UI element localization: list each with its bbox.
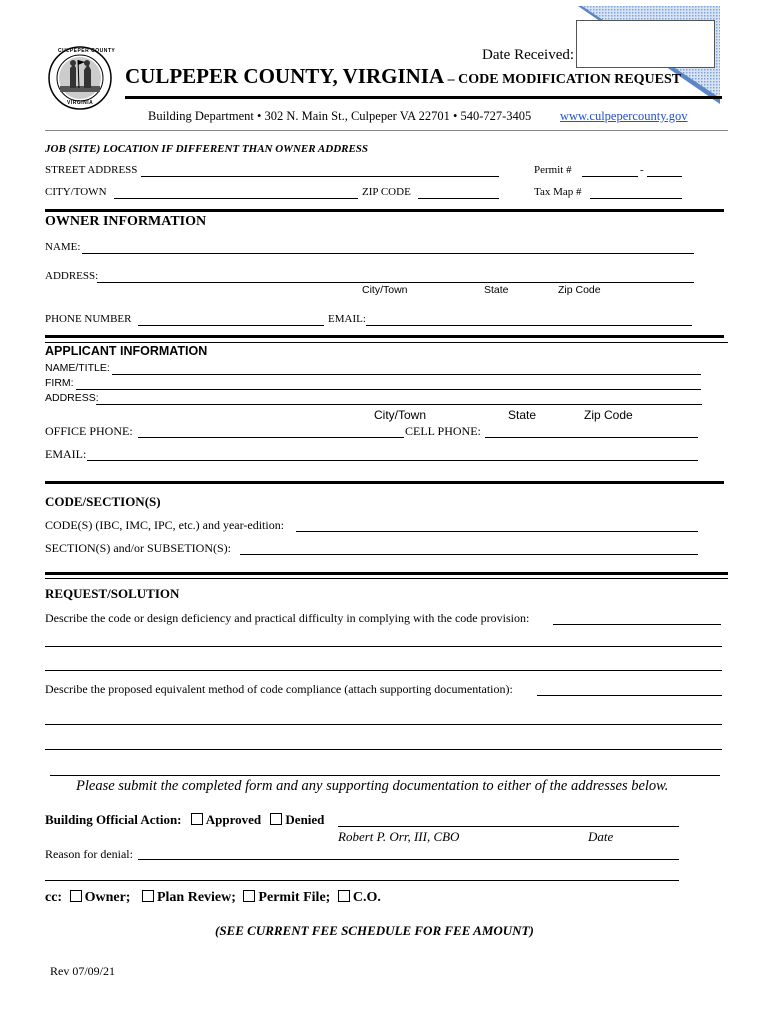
codes-field[interactable] xyxy=(296,531,698,532)
cc-co-checkbox[interactable] xyxy=(338,890,350,902)
tax-map-field[interactable] xyxy=(590,198,682,199)
applicant-address-label: ADDRESS: xyxy=(45,392,99,404)
applicant-name-title-label: NAME/TITLE: xyxy=(45,362,110,374)
official-action-row xyxy=(45,812,324,828)
approved-label: Approved xyxy=(205,812,262,827)
header-divider xyxy=(45,130,728,131)
denied-label: Denied xyxy=(285,812,325,827)
street-address-label: STREET ADDRESS xyxy=(45,164,138,176)
owner-state-caption: State xyxy=(484,284,509,296)
owner-email-field[interactable] xyxy=(366,325,692,326)
permit-dash: - xyxy=(640,164,644,176)
owner-phone-field[interactable] xyxy=(138,325,324,326)
cell-phone-field[interactable] xyxy=(485,437,698,438)
section-divider-thin xyxy=(45,342,728,343)
title-main: CULPEPER COUNTY, VIRGINIA xyxy=(125,64,445,88)
office-phone-label: OFFICE PHONE: xyxy=(45,424,133,438)
applicant-state-caption: State xyxy=(508,408,537,422)
applicant-heading: APPLICANT INFORMATION xyxy=(45,344,208,358)
permit-label: Permit # xyxy=(534,164,572,176)
owner-name-field[interactable] xyxy=(82,253,694,254)
section-divider xyxy=(45,481,724,484)
date-caption: Date xyxy=(588,829,614,844)
title-underline xyxy=(125,96,722,99)
deficiency-field-3[interactable] xyxy=(45,670,722,671)
owner-city-caption: City/Town xyxy=(362,284,408,296)
owner-zip-caption: Zip Code xyxy=(558,284,601,296)
equivalent-label: Describe the proposed equivalent method of code compliance (attach supporting documentation): xyxy=(45,682,513,696)
denied-checkbox[interactable] xyxy=(270,813,282,825)
fee-note: (SEE CURRENT FEE SCHEDULE FOR FEE AMOUNT) xyxy=(215,923,534,938)
cc-permit-file-label: Permit File; xyxy=(258,890,331,905)
equivalent-field-3[interactable] xyxy=(45,749,722,750)
equivalent-field-1[interactable] xyxy=(537,695,722,696)
cc-plan-review-checkbox[interactable] xyxy=(142,890,154,902)
cc-label: cc: xyxy=(45,890,63,905)
sections-field[interactable] xyxy=(240,554,698,555)
seal-bottom-text: VIRGINIA xyxy=(67,100,94,106)
cc-co-label: C.O. xyxy=(352,890,381,905)
cc-owner-checkbox[interactable] xyxy=(70,890,82,902)
city-town-label: CITY/TOWN xyxy=(45,186,107,198)
signature-field[interactable] xyxy=(338,826,679,827)
cell-phone-label: CELL PHONE: xyxy=(405,424,481,438)
page-title xyxy=(125,64,681,89)
office-phone-field[interactable] xyxy=(138,437,404,438)
cc-row xyxy=(45,890,381,906)
cc-permit-file-checkbox[interactable] xyxy=(243,890,255,902)
job-site-heading: JOB (SITE) LOCATION IF DIFFERENT THAN OWNER ADDRESS xyxy=(45,143,369,155)
website-link[interactable]: www.culpepercounty.gov xyxy=(560,109,688,123)
equivalent-field-2[interactable] xyxy=(45,724,722,725)
permit-field-b[interactable] xyxy=(647,176,682,177)
applicant-name-title-field[interactable] xyxy=(112,374,701,375)
request-heading: REQUEST/SOLUTION xyxy=(45,586,180,601)
reason-field-1[interactable] xyxy=(138,859,679,860)
approved-checkbox[interactable] xyxy=(191,813,203,825)
tax-map-label: Tax Map # xyxy=(534,186,582,198)
zip-code-label: ZIP CODE xyxy=(362,186,411,198)
section-divider-thin xyxy=(45,578,728,579)
date-received-box[interactable] xyxy=(576,20,715,68)
seal-top-text: CULPEPER COUNTY xyxy=(58,48,116,54)
permit-field-a[interactable] xyxy=(582,176,638,177)
title-sub: – CODE MODIFICATION REQUEST xyxy=(444,72,682,87)
date-received-label: Date Received: xyxy=(482,47,575,63)
applicant-firm-field[interactable] xyxy=(76,389,701,390)
zip-code-field[interactable] xyxy=(418,198,499,199)
deficiency-field-1[interactable] xyxy=(553,624,721,625)
applicant-zip-caption: Zip Code xyxy=(584,408,633,422)
sections-label: SECTION(S) and/or SUBSETION(S): xyxy=(45,541,231,555)
owner-phone-label: PHONE NUMBER xyxy=(45,313,132,325)
section-divider xyxy=(45,335,724,338)
footer-divider xyxy=(50,775,720,776)
code-section-heading: CODE/SECTION(S) xyxy=(45,494,161,509)
owner-address-field[interactable] xyxy=(97,282,694,283)
owner-email-label: EMAIL: xyxy=(328,313,366,325)
deficiency-label: Describe the code or design deficiency and practical difficulty in complying with the code provision: xyxy=(45,611,530,625)
applicant-city-caption: City/Town xyxy=(374,408,427,422)
codes-label: CODE(S) (IBC, IMC, IPC, etc.) and year-edition: xyxy=(45,518,285,532)
reason-field-2[interactable] xyxy=(45,880,679,881)
applicant-email-field[interactable] xyxy=(87,460,698,461)
section-divider xyxy=(45,572,728,575)
city-town-field[interactable] xyxy=(114,198,358,199)
reason-label: Reason for denial: xyxy=(45,847,133,861)
official-action-label: Building Official Action: xyxy=(45,812,182,827)
owner-address-label: ADDRESS: xyxy=(45,270,99,282)
applicant-firm-label: FIRM: xyxy=(45,377,74,389)
section-divider xyxy=(45,209,724,212)
cc-plan-review-label: Plan Review; xyxy=(156,890,236,905)
submit-note: Please submit the completed form and any supporting documentation to either of the addresses below. xyxy=(76,778,669,794)
deficiency-field-2[interactable] xyxy=(45,646,722,647)
owner-name-label: NAME: xyxy=(45,241,81,253)
cc-owner-label: Owner; xyxy=(84,890,131,905)
street-address-field[interactable] xyxy=(141,176,499,177)
applicant-address-field[interactable] xyxy=(96,404,702,405)
department-address: Building Department • 302 N. Main St., Culpeper VA 22701 • 540-727-3405 xyxy=(148,109,532,123)
revision-label: Rev 07/09/21 xyxy=(50,964,115,978)
owner-heading: OWNER INFORMATION xyxy=(45,214,207,229)
official-name: Robert P. Orr, III, CBO xyxy=(338,829,460,844)
applicant-email-label: EMAIL: xyxy=(45,447,87,461)
